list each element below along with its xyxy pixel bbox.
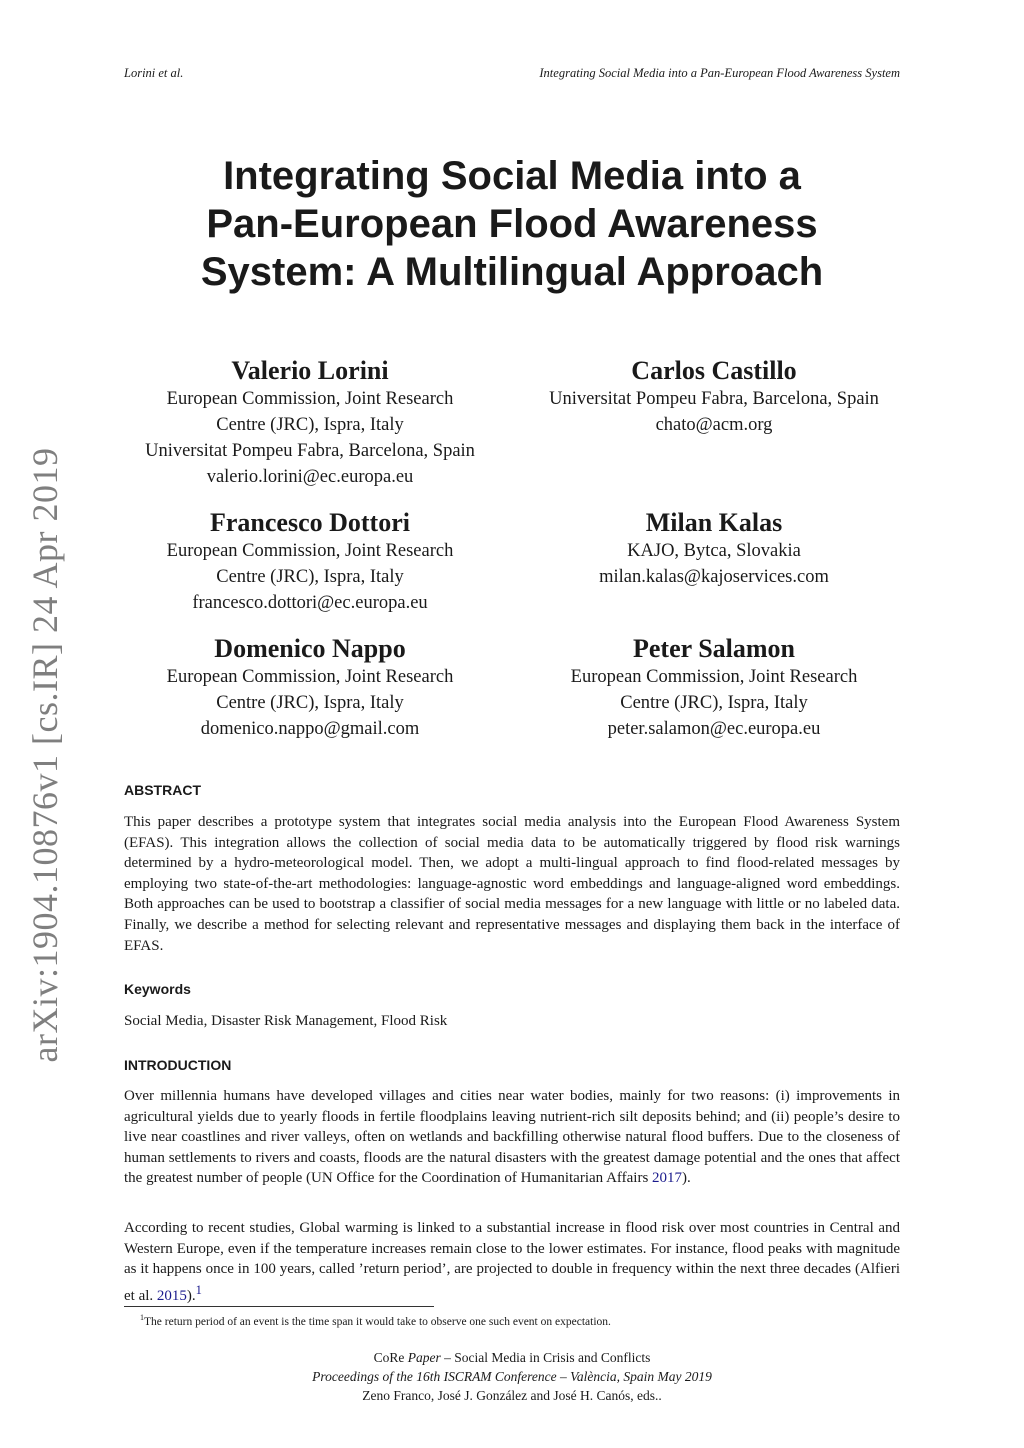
running-header-title: Integrating Social Media into a Pan-European Flood Awareness System xyxy=(539,66,900,80)
footer-editors-line: Zeno Franco, José J. González and José H. Canós, eds.. xyxy=(362,1388,662,1403)
author-affiliation: European Commission, Joint Research xyxy=(166,667,454,687)
paragraph-text: ). xyxy=(682,1170,691,1187)
author-affiliation: European Commission, Joint Research xyxy=(166,389,454,409)
author-affiliation: European Commission, Joint Research xyxy=(570,667,858,687)
author-affiliation: Universitat Pompeu Fabra, Barcelona, Spain xyxy=(549,389,879,409)
author-block-castillo xyxy=(504,356,924,438)
author-block-kalas xyxy=(504,508,924,590)
running-header-authors: Lorini et al. xyxy=(124,66,184,80)
paragraph-text: ). xyxy=(186,1287,196,1304)
author-affiliation: European Commission, Joint Research xyxy=(166,541,454,561)
author-name: Valerio Lorini xyxy=(231,356,389,385)
author-block-nappo xyxy=(100,634,520,742)
author-email[interactable]: valerio.lorini@ec.europa.eu xyxy=(206,467,414,487)
introduction-paragraph xyxy=(124,1218,900,1306)
author-name: Peter Salamon xyxy=(633,634,795,663)
footer-proceedings-line: Proceedings of the 16th ISCRAM Conference – València, Spain May 2019 xyxy=(312,1369,712,1384)
abstract-heading: ABSTRACT xyxy=(124,782,201,798)
author-block-dottori xyxy=(100,508,520,616)
abstract-text: This paper describes a prototype system that integrates social media analysis into the European Flood Awareness System (EFAS). This integration allows the collection of social media data to be automatically triggered by flood risk warnings determined by a hydro-meteorological model. Then, we adopt a multi-lingual approach to find flood-related messages by employing two state-of-the-art methodologies: language-agnostic word embeddings and language-aligned word embeddings. Both approaches can be used to bootstrap a classifier of social media messages for a new language with little or no labeled data. Finally, we describe a method for selecting relevant and representative messages and displaying them back in the interface of EFAS. xyxy=(124,814,900,954)
footer-text: – Social Media in Crisis and Conflicts xyxy=(440,1350,651,1365)
author-affiliation: Universitat Pompeu Fabra, Barcelona, Spain xyxy=(145,441,475,461)
title-line: Pan-European Flood Awareness xyxy=(206,202,818,246)
author-email[interactable]: francesco.dottori@ec.europa.eu xyxy=(192,593,428,613)
author-name: Domenico Nappo xyxy=(214,634,406,663)
introduction-paragraph xyxy=(124,1086,900,1189)
author-block-lorini xyxy=(100,356,520,490)
author-affiliation: Centre (JRC), Ispra, Italy xyxy=(216,693,404,713)
footer-text: Paper xyxy=(407,1350,441,1365)
keywords-text: Social Media, Disaster Risk Management, Flood Risk xyxy=(124,1013,448,1029)
footnote-marker[interactable]: 1 xyxy=(195,1282,202,1297)
author-name: Carlos Castillo xyxy=(631,356,797,385)
author-email[interactable]: chato@acm.org xyxy=(655,415,773,435)
author-block-salamon xyxy=(504,634,924,742)
citation-link[interactable]: 2017 xyxy=(652,1170,683,1187)
author-affiliation: Centre (JRC), Ispra, Italy xyxy=(216,415,404,435)
author-affiliation: Centre (JRC), Ispra, Italy xyxy=(620,693,808,713)
author-email[interactable]: domenico.nappo@gmail.com xyxy=(200,719,420,739)
introduction-heading: INTRODUCTION xyxy=(124,1057,232,1073)
footnote-divider xyxy=(124,1306,434,1307)
paragraph-text: According to recent studies, Global warming is linked to a substantial increase in flood risk over most countries in Central and Western Europe, even if the temperature increases remain close to the lower estimates. For instance, flood peaks with magnitude as it happens once in 100 years, called ’return period’, are projected to double in frequency within the next three decades (Alfieri et al. xyxy=(124,1220,900,1304)
paragraph-text: Over millennia humans have developed villages and cities near water bodies, mainly for two reasons: (i) improvements in agricultural yields due to yearly floods in fertile floodplains leaving nutrient-rich silt deposits behind; and (ii) people’s desire to live near coastlines and river valleys, often on wetlands and backfilling otherwise natural flood buffers. Due to the closeness of human settlements to rivers and coasts, floods are the natural disasters with the greatest damage potential and the ones that affect the greatest number of people (UN Office for the Coordination of Humanitarian Affairs xyxy=(124,1088,900,1187)
author-name: Francesco Dottori xyxy=(210,508,410,537)
title-line: System: A Multilingual Approach xyxy=(200,250,824,294)
arxiv-identifier-stamp[interactable]: arXiv:1904.10876v1 [cs.IR] 24 Apr 2019 xyxy=(25,447,65,1063)
footnote-number: 1 xyxy=(140,1313,144,1322)
citation-link[interactable]: 2015 xyxy=(156,1287,187,1304)
author-affiliation: Centre (JRC), Ispra, Italy xyxy=(216,567,404,587)
keywords-heading: Keywords xyxy=(124,981,191,997)
author-affiliation: KAJO, Bytca, Slovakia xyxy=(627,541,801,561)
author-email[interactable]: peter.salamon@ec.europa.eu xyxy=(607,719,821,739)
title-line: Integrating Social Media into a xyxy=(223,154,801,198)
footnote xyxy=(140,1313,611,1328)
footnote-text: The return period of an event is the time span it would take to observe one such event on expectation. xyxy=(144,1315,611,1328)
author-name: Milan Kalas xyxy=(645,508,783,537)
footer-text: CoRe xyxy=(373,1350,408,1365)
author-email[interactable]: milan.kalas@kajoservices.com xyxy=(599,567,829,587)
footer-track-line xyxy=(0,1348,1024,1367)
paper-title xyxy=(0,152,1024,296)
